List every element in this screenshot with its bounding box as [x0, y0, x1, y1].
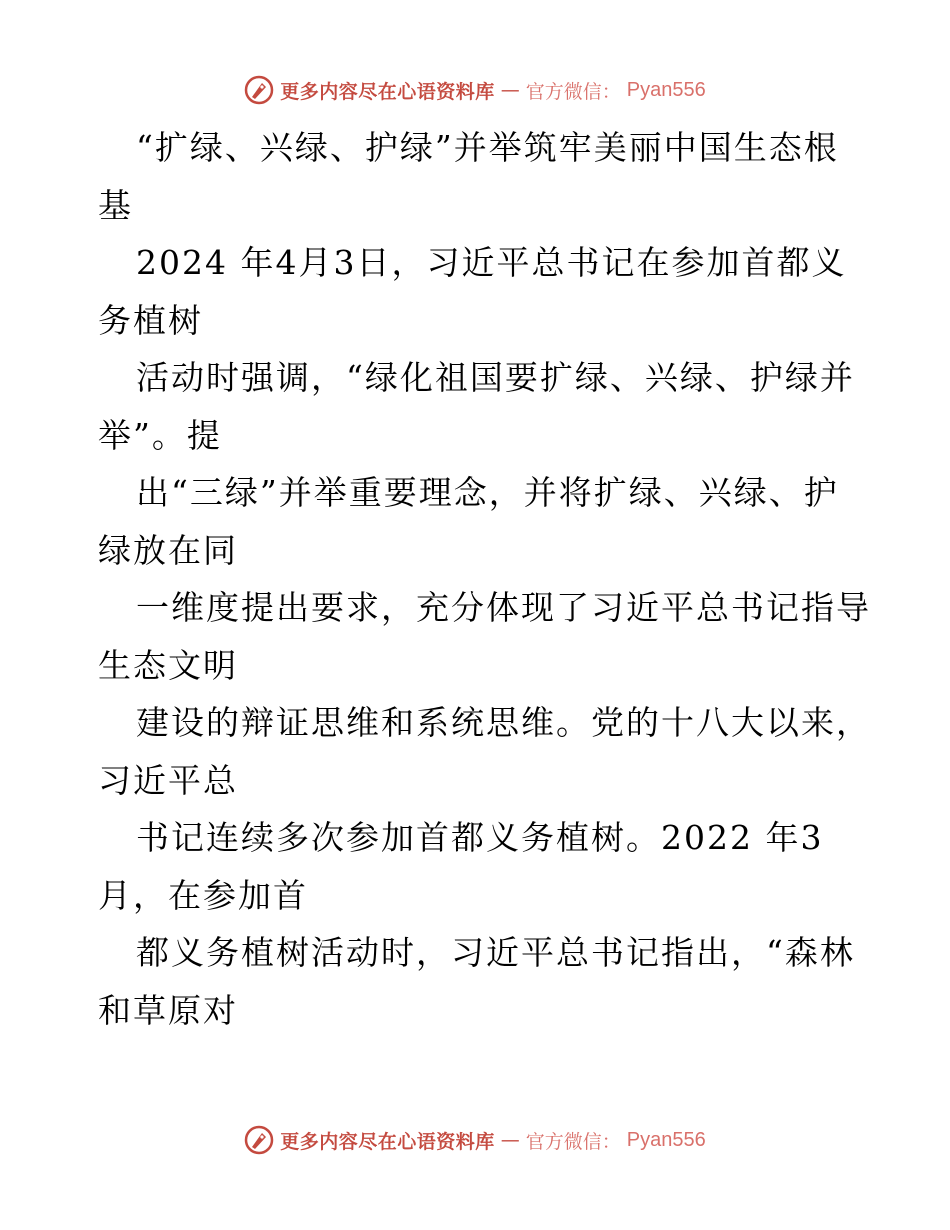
- text-line: 一维度提出要求，充分体现了习近平总书记指导: [136, 588, 871, 627]
- text-line: 月，在参加首: [98, 875, 308, 915]
- text-line: 都义务植树活动时，习近平总书记指出，“森林: [136, 933, 855, 972]
- watermark-official-label: 官方微信：: [525, 1130, 621, 1153]
- watermark-account-id: Pyan556: [626, 78, 706, 101]
- footer-watermark: [0, 1120, 950, 1160]
- text-line: “扩绿、兴绿、护绿”并举筑牢美丽中国生态根: [136, 128, 839, 167]
- text-line: 2024 年4月3日，习近平总书记在参加首都义: [136, 243, 847, 282]
- watermark-official-label: 官方微信：: [525, 80, 621, 103]
- text-line: 绿放在同: [98, 530, 238, 570]
- text-line: 生态文明: [98, 645, 238, 685]
- pen-nib-circle-icon: [244, 1125, 274, 1155]
- watermark-dash: —: [500, 79, 520, 101]
- watermark-dash: —: [500, 1129, 520, 1151]
- watermark-site-text: 更多内容尽在心语资料库: [280, 1130, 495, 1153]
- text-line: 务植树: [98, 300, 203, 340]
- document-body: [98, 119, 871, 1039]
- text-line: 建设的辩证思维和系统思维。党的十八大以来，: [136, 703, 871, 742]
- text-line: 举”。提: [98, 415, 222, 455]
- text-line: 和草原对: [98, 990, 238, 1030]
- text-line: 出“三绿”并举重要理念，并将扩绿、兴绿、护: [136, 473, 839, 512]
- text-line: 基: [98, 185, 133, 225]
- watermark-site-text: 更多内容尽在心语资料库: [280, 80, 495, 103]
- text-line: 书记连续多次参加首都义务植树。2022 年3: [136, 818, 824, 857]
- text-line: 习近平总: [98, 760, 238, 800]
- watermark-account-id: Pyan556: [626, 1128, 706, 1151]
- pen-nib-circle-icon: [244, 75, 274, 105]
- text-line: 活动时强调，“绿化祖国要扩绿、兴绿、护绿并: [136, 358, 855, 397]
- header-watermark: [0, 70, 950, 110]
